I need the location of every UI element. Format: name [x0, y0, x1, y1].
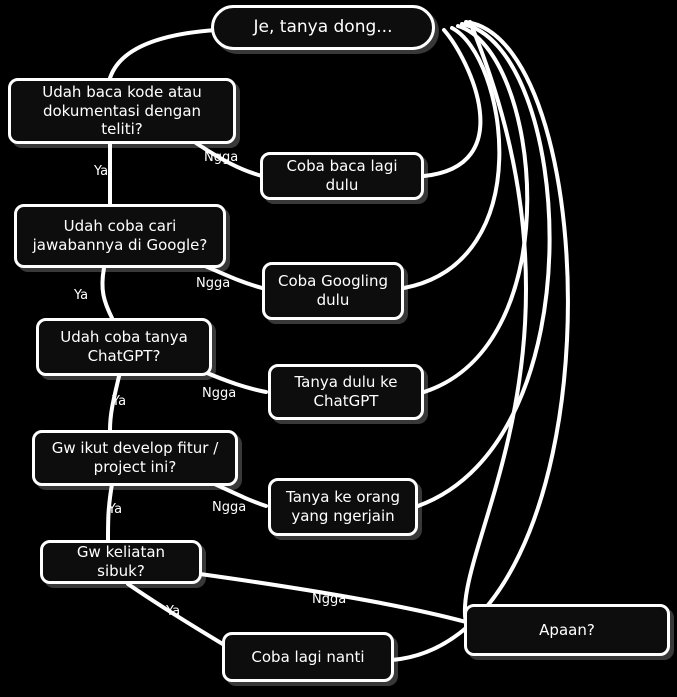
- edge-label-q1-ngga: Ngga: [204, 150, 239, 165]
- node-action-read-again[interactable]: [260, 152, 424, 200]
- node-action-read-again-label: Coba baca lagi dulu: [286, 157, 398, 194]
- node-action-ask-owner-label: Tanya ke orang yang ngerjain: [286, 488, 400, 525]
- node-start-label: Je, tanya dong...: [253, 16, 393, 37]
- node-question-read-code-label: Udah baca kode atau dokumentasi dengan teliti?: [42, 82, 202, 139]
- edge-label-q5-ya: Ya: [166, 604, 181, 619]
- node-question-chatgpt-label: Udah coba tanya ChatGPT?: [60, 328, 188, 365]
- node-action-ask-chatgpt[interactable]: [268, 364, 424, 420]
- edge-label-q3-ngga: Ngga: [202, 386, 237, 401]
- edge-label-q5-ngga: Ngga: [312, 592, 347, 607]
- edge-a3-to-start: [424, 26, 527, 392]
- node-question-busy[interactable]: [40, 540, 202, 584]
- node-question-read-code[interactable]: [8, 78, 236, 144]
- node-question-google-label: Udah coba cari jawabannya di Google?: [32, 217, 208, 254]
- edge-label-q3-ya: Ya: [112, 394, 127, 409]
- edge-a4-to-start: [418, 24, 550, 506]
- edge-label-q1-ya: Ya: [94, 164, 109, 179]
- node-question-google[interactable]: [14, 204, 226, 268]
- node-end-apaan-label: Apaan?: [539, 620, 595, 639]
- node-question-involved[interactable]: [32, 430, 238, 486]
- node-question-chatgpt[interactable]: [36, 318, 212, 376]
- edge-a1-to-start: [424, 30, 480, 176]
- node-action-try-later[interactable]: [222, 632, 394, 682]
- node-question-busy-label: Gw keliatan sibuk?: [76, 543, 166, 580]
- edge-label-q2-ngga: Ngga: [196, 276, 231, 291]
- edge-label-q4-ya: Ya: [108, 502, 123, 517]
- node-action-ask-chatgpt-label: Tanya dulu ke ChatGPT: [294, 373, 398, 410]
- node-action-googling[interactable]: [262, 262, 404, 320]
- edge-label-q2-ya: Ya: [74, 288, 89, 303]
- node-start[interactable]: [211, 5, 435, 50]
- edge-label-q4-ngga: Ngga: [212, 500, 247, 515]
- edge-start-to-q1: [110, 30, 216, 78]
- node-question-involved-label: Gw ikut develop fitur / project ini?: [51, 439, 219, 476]
- node-action-googling-label: Coba Googling dulu: [278, 272, 388, 309]
- node-action-ask-owner[interactable]: [268, 478, 418, 536]
- edge-q2-to-q3: [102, 268, 112, 318]
- node-action-try-later-label: Coba lagi nanti: [251, 647, 365, 666]
- node-end-apaan[interactable]: [464, 604, 670, 656]
